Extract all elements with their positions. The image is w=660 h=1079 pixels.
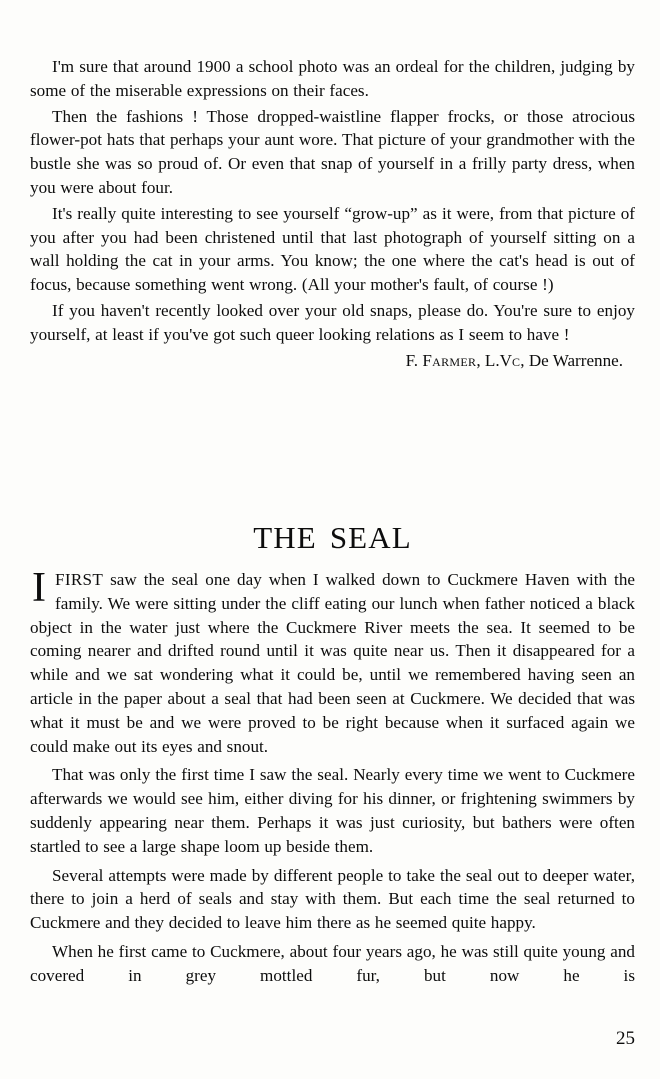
opening-text: saw the seal one day when I walked down to Cuckmere Haven with the family. We were sitting under the cliff eating our lunch when father noticed a black object in the water just where the Cuckmere River meets the sea. It seemed to be coming nearer and drifted round until it was quite near us. Then it disappeared for a while and we sat wondering what it could be, until we remembered having seen an article in the paper about a seal that had been seen at Cuckmere. We decided that was what it must be and we were proved to be right because when it surfaced again we could make out its eyes and snout.	[30, 570, 635, 756]
paragraph: Then the fashions ! Those dropped-waistline flapper frocks, or those atrocious flower-pot hats that perhaps your aunt wore. That picture of your grandmother with the bustle she was so proud of. Or even that snap of yourself in a frilly party dress, when you were about four.	[30, 106, 635, 197]
opening-caps: FIRST	[55, 570, 104, 589]
paragraph: That was only the first time I saw the seal. Nearly every time we went to Cuckmere afterwards we would see him, either diving for his dinner, or frightening swimmers by suddenly appearing near them. Perhaps it was just curiosity, but bathers were often startled to see a large shape loom up beside them.	[30, 765, 635, 856]
paragraph-with-dropcap	[30, 565, 635, 758]
paragraph: If you haven't recently looked over your old snaps, please do. You're sure to enjoy yourself, at least if you've got such queer looking relations as I seem to have !	[30, 300, 635, 344]
byline-separator: , L.V	[476, 350, 512, 370]
title-word-two: SEAL	[329, 520, 412, 555]
title-word-one: THE	[253, 520, 317, 555]
byline-affiliation: , De Warrenne.	[520, 350, 623, 370]
paragraph: It's really quite interesting to see yourself “grow-up” as it were, from that picture of you after you had been christened until that last photograph of yourself sitting on a wall holding the cat in your arms. You know; the one where the cat's head is out of focus, because something went wrong. (All your mother's fault, of course !)	[30, 203, 635, 295]
paragraph: I'm sure that around 1900 a school photo was an ordeal for the children, judging by some of the miserable expressions on their faces.	[30, 57, 635, 100]
page-number: 25	[616, 1028, 635, 1049]
article-two-body	[30, 565, 635, 1011]
article-two-title	[30, 519, 635, 557]
byline-initial: F.	[405, 350, 423, 370]
article-one-byline	[30, 349, 635, 373]
drop-cap: I	[32, 565, 47, 611]
byline-surname: Farmer	[422, 350, 477, 370]
byline-suffix: c	[511, 350, 521, 370]
paragraph: Several attempts were made by different people to take the seal out to deeper water, there to join a herd of seals and stay with them. But each time the seal returned to Cuckmere and they decided to leave him there as he seemed quite happy.	[30, 865, 635, 933]
article-one-body	[30, 55, 635, 372]
paragraph: When he first came to Cuckmere, about four years ago, he was still quite young and covered in grey mottled fur, but now he is	[30, 941, 635, 985]
